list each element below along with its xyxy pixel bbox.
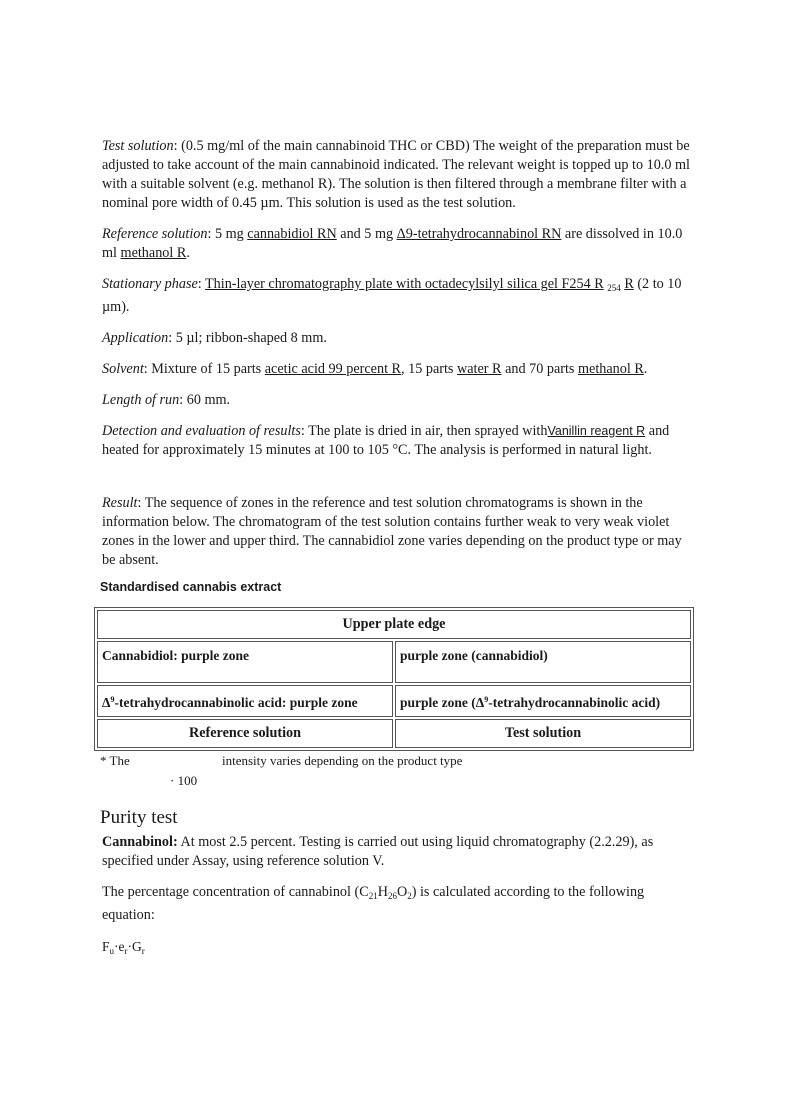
table-title: Standardised cannabis extract xyxy=(100,580,282,594)
stationary-text-2: (2 to 10 µm). xyxy=(102,276,682,315)
conc-sub-3: 2 xyxy=(407,891,412,901)
reference-text-3: are dissolved in 10.0 ml xyxy=(102,226,683,261)
stationary-phase-label: Stationary phase xyxy=(102,276,198,292)
test-thca-sup: 9 xyxy=(484,695,489,704)
solvent-text-4: . xyxy=(643,361,648,377)
length-of-run-paragraph xyxy=(102,391,692,410)
stationary-text-1: : xyxy=(197,276,205,292)
result-text: : The sequence of zones in the reference and test solution chromatograms is shown in the information below. The chromatogram of the test solution contains further weak to very weak violet zones in the lower and upper third. The cannabidiol zone varies depending on the product type or may be absent. xyxy=(102,495,682,568)
application-paragraph xyxy=(102,329,692,348)
footnote-text: intensity varies depending on the product type xyxy=(222,753,463,768)
test-solution-paragraph xyxy=(102,137,692,213)
equation xyxy=(102,937,692,961)
eq-e-sub: r xyxy=(124,946,128,956)
link-methanol[interactable]: methanol R xyxy=(120,245,187,261)
stationary-phase-paragraph xyxy=(102,275,692,317)
solvent-text-3: and 70 parts xyxy=(501,361,578,377)
cannabinol-paragraph xyxy=(102,833,692,871)
application-label: Application xyxy=(102,330,169,346)
link-water[interactable]: water R xyxy=(457,361,502,377)
test-thca-rest: -tetrahydrocannabinolic acid) xyxy=(488,695,661,710)
conc-text-3: O xyxy=(396,884,408,900)
test-cannabidiol-cell: purple zone (cannabidiol) xyxy=(395,641,691,683)
link-r[interactable]: R xyxy=(624,276,634,292)
conc-text-4: ) is calculated according to the following equation: xyxy=(102,884,645,923)
conc-sub-1: 21 xyxy=(368,891,378,901)
link-thc[interactable]: Δ9-tetrahydrocannabinol RN xyxy=(396,226,562,242)
reference-text-1: : 5 mg xyxy=(207,226,248,242)
purity-test-heading: Purity test xyxy=(100,807,178,828)
detection-paragraph xyxy=(102,422,692,460)
ref-thca-sup: 9 xyxy=(110,695,115,704)
solvent-label: Solvent xyxy=(102,361,144,377)
link-acetic-acid[interactable]: acetic acid 99 percent R xyxy=(264,361,402,377)
ref-thca-rest: -tetrahydrocannabinolic acid: purple zone xyxy=(114,695,358,710)
solvent-text-1: : Mixture of 15 parts xyxy=(143,361,265,377)
eq-f-sub: u xyxy=(109,946,115,956)
eq-e: ·e xyxy=(114,939,125,954)
test-solution-text: : (0.5 mg/ml of the main cannabinoid THC or CBD) The weight of the preparation must be adjusted to take account of the main cannabinoid indicated. The relevant weight is topped up to 10.0 ml with a suitable solvent (e.g. methanol R). The solution is then filtered through a membrane filter with a nominal pore width of 0.45 µm. This solution is used as the test solution. xyxy=(102,138,690,211)
eq-f: F xyxy=(102,939,110,954)
result-paragraph xyxy=(102,494,692,570)
test-solution-header: Test solution xyxy=(395,719,691,748)
upper-plate-edge: Upper plate edge xyxy=(97,610,691,639)
chromatogram-table xyxy=(94,607,694,751)
application-text: : 5 µl; ribbon-shaped 8 mm. xyxy=(168,330,327,346)
test-thca-cell xyxy=(395,685,691,717)
ref-thca-delta: Δ xyxy=(102,695,111,710)
link-methanol-2[interactable]: methanol R xyxy=(577,361,644,377)
ref-thca-cell xyxy=(97,685,393,717)
reference-text-2: and 5 mg xyxy=(336,226,397,242)
length-of-run-label: Length of run xyxy=(102,392,180,408)
conc-sub-2: 26 xyxy=(387,891,397,901)
test-thca-prefix: purple zone (Δ xyxy=(400,695,485,710)
solvent-paragraph xyxy=(102,360,692,379)
link-tlc-plate[interactable]: Thin-layer chromatography plate with octadecylsilyl silica gel F254 R xyxy=(205,276,604,292)
reference-text-4: . xyxy=(186,245,190,261)
length-of-run-text: : 60 mm. xyxy=(179,392,231,408)
detection-label: Detection and evaluation of results xyxy=(102,423,301,439)
reference-solution-label: Reference solution xyxy=(102,226,208,242)
eq-g-sub: r xyxy=(141,946,145,956)
reference-solution-header: Reference solution xyxy=(97,719,393,748)
document-page xyxy=(102,137,692,961)
footnote-star: * The xyxy=(100,753,130,768)
link-cannabidiol[interactable]: cannabidiol RN xyxy=(247,226,337,242)
detection-text-1: : The plate is dried in air, then sprayed with xyxy=(300,423,548,439)
link-vanillin-reagent[interactable]: Vanillin reagent R xyxy=(547,424,646,438)
concentration-paragraph xyxy=(102,883,692,925)
table-footnote xyxy=(102,751,692,769)
cannabinol-label: Cannabinol: xyxy=(102,834,178,850)
solvent-text-2: , 15 parts xyxy=(401,361,457,377)
detection-text-2: and heated for approximately 15 minutes at 100 to 105 °C. The analysis is performed in natural light. xyxy=(102,423,670,458)
ref-cannabidiol-cell: Cannabidiol: purple zone xyxy=(97,641,393,683)
stationary-subscript: 254 xyxy=(607,283,621,293)
conc-text-2: H xyxy=(377,884,388,900)
cannabinol-text: At most 2.5 percent. Testing is carried out using liquid chromatography (2.2.29), as specified under Assay, using reference solution V. xyxy=(102,834,654,869)
hundred-factor: · 100 xyxy=(170,773,198,788)
result-label: Result xyxy=(102,495,138,511)
test-solution-label: Test solution xyxy=(102,138,174,154)
reference-solution-paragraph xyxy=(102,225,692,263)
eq-g: ·G xyxy=(127,939,142,954)
conc-text-1: The percentage concentration of cannabinol (C xyxy=(102,884,369,900)
